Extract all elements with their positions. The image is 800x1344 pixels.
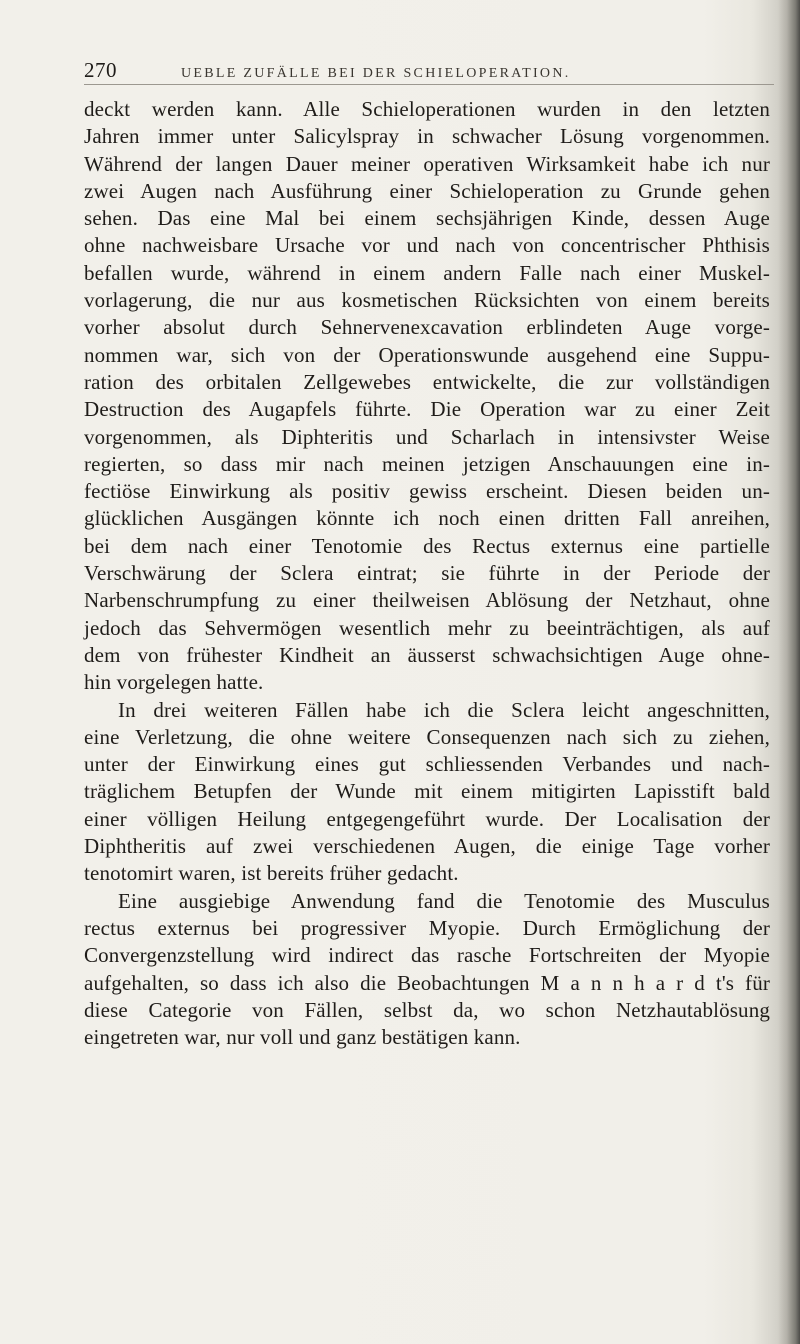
- text-line: sehen. Das eine Mal bei einem sechsjährigen Kinde, dessen Auge: [84, 206, 770, 231]
- text-line: befallen wurde, während in einem andern Falle nach einer Muskel-: [84, 260, 770, 285]
- text-line: deckt werden kann. Alle Schieloperationen wurden in den letzten: [84, 97, 770, 121]
- text-line: fectiöse Einwirkung als positiv gewiss erscheint. Diesen beiden un-: [84, 479, 770, 504]
- text-line: tenotomirt waren, ist bereits früher gedacht.: [84, 861, 459, 886]
- text-line: Während der langen Dauer meiner operativen Wirksamkeit habe ich nur: [84, 151, 770, 176]
- text-line: In drei weiteren Fällen habe ich die Sclera leicht angeschnitten,: [118, 697, 770, 722]
- text-line: nommen war, sich von der Operationswunde ausgehend eine Suppu-: [84, 342, 770, 367]
- page-edge-shadow: [778, 0, 800, 1344]
- text-line: Jahren immer unter Salicylspray in schwacher Lösung vorgenommen.: [84, 124, 770, 149]
- text-line: Verschwärung der Sclera eintrat; sie führte in der Periode der: [84, 561, 770, 586]
- paragraph-1: [84, 96, 770, 697]
- text-line: jedoch das Sehvermögen wesentlich mehr zu beeinträchtigen, als auf: [84, 615, 770, 640]
- text-line: bei dem nach einer Tenotomie des Rectus externus eine partielle: [84, 533, 770, 558]
- text-line: vorher absolut durch Sehnervenexcavation erblindeten Auge vorge-: [84, 315, 770, 340]
- text-line: träglichem Betupfen der Wunde mit einem mitigirten Lapisstift bald: [84, 779, 770, 804]
- text-line: eingetreten war, nur voll und ganz bestätigen kann.: [84, 1025, 521, 1050]
- text-line: rectus externus bei progressiver Myopie. Durch Ermöglichung der: [84, 915, 770, 940]
- text-line: ohne nachweisbare Ursache vor und nach von concentrischer Phthisis: [84, 233, 770, 258]
- text-line: Diphtheritis auf zwei verschiedenen Augen, die einige Tage vorher: [84, 834, 770, 859]
- text-line: diese Categorie von Fällen, selbst da, wo schon Netzhautablösung: [84, 997, 770, 1022]
- text-line: glücklichen Ausgängen könnte ich noch einen dritten Fall anreihen,: [84, 506, 770, 531]
- text-line: Eine ausgiebige Anwendung fand die Tenotomie des Musculus: [118, 888, 770, 913]
- text-line: dem von frühester Kindheit an äusserst schwachsichtigen Auge ohne-: [84, 642, 770, 667]
- paragraph-2: [84, 697, 770, 888]
- text-line: Narbenschrumpfung zu einer theilweisen Ablösung der Netzhaut, ohne: [84, 588, 770, 613]
- text-line: einer völligen Heilung entgegengeführt wurde. Der Localisation der: [84, 806, 770, 831]
- text-line: Convergenzstellung wird indirect das rasche Fortschreiten der Myopie: [84, 943, 770, 968]
- text-line: unter der Einwirkung eines gut schliessenden Verbandes und nach-: [84, 752, 770, 777]
- text-line: hin vorgelegen hatte.: [84, 670, 264, 695]
- page-number: 270: [84, 58, 117, 82]
- text-line: vorlagerung, die nur aus kosmetischen Rücksichten von einem bereits: [84, 288, 770, 313]
- text-line: zwei Augen nach Ausführung einer Schieloperation zu Grunde gehen: [84, 178, 770, 203]
- text-line: Destruction des Augapfels führte. Die Operation war zu einer Zeit: [84, 397, 770, 422]
- paragraph-3: [84, 888, 770, 1052]
- text-line: regierten, so dass mir nach meinen jetzigen Anschauungen eine in-: [84, 451, 770, 476]
- text-line: ration des orbitalen Zellgewebes entwickelte, die zur vollständigen: [84, 369, 770, 394]
- body-text: [84, 96, 770, 1051]
- text-line: vorgenommen, als Diphteritis und Scharlach in intensivster Weise: [84, 424, 770, 449]
- running-title: UEBLE ZUFÄLLE BEI DER SCHIELOPERATION.: [181, 66, 571, 81]
- page-header: [84, 58, 774, 85]
- text-line: aufgehalten, so dass ich also die Beobachtungen M a n n h a r d t's für: [84, 970, 770, 995]
- text-line: eine Verletzung, die ohne weitere Consequenzen nach sich zu ziehen,: [84, 724, 770, 749]
